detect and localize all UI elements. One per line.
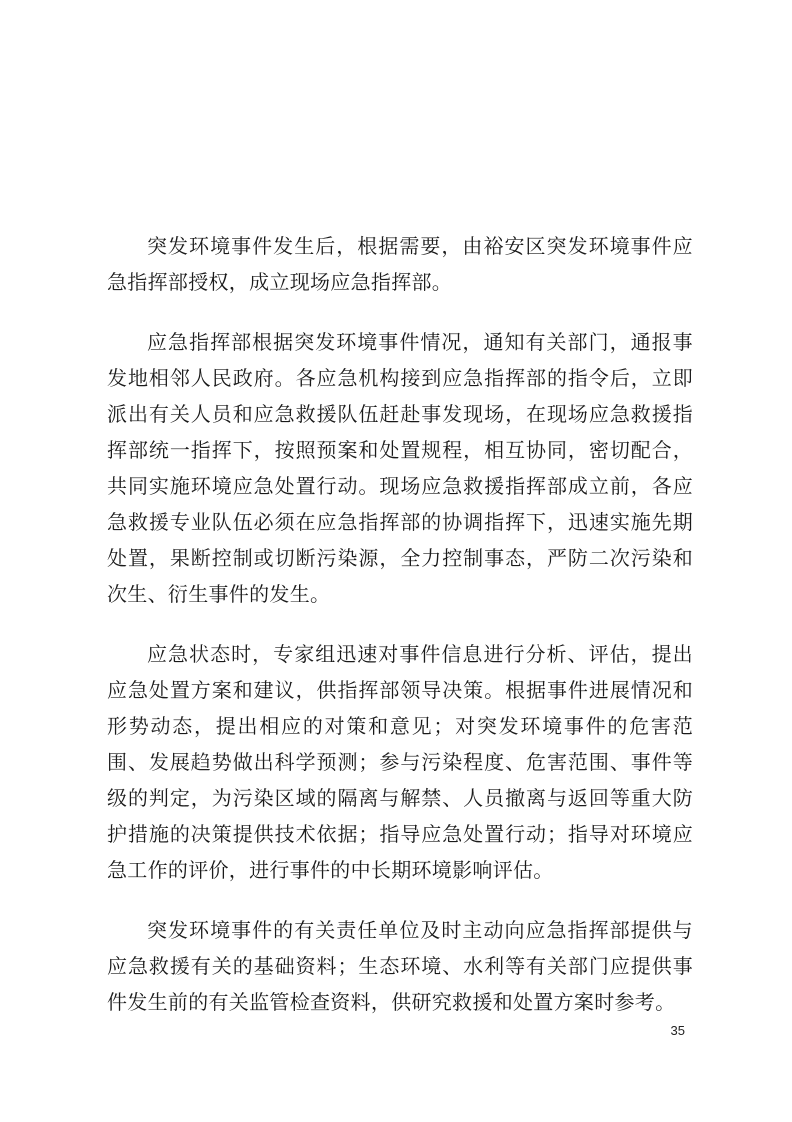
paragraph-2: 应急指挥部根据突发环境事件情况，通知有关部门，通报事发地相邻人民政府。各应急机构接到应急指挥部的指令后，立即派出有关人员和应急救援队伍赶赴事发现场，在现场应急救援指挥部统一指挥下，按照预案和处置规程，相互协同，密切配合，共同实施环境应急处置行动。现场应急救援指挥部成立前，各应急救援专业队伍必须在应急指挥部的协调指挥下，迅速实施先期处置，果断控制或切断污染源，全力控制事态，严防二次污染和次生、衍生事件的发生。: [107, 330, 693, 606]
paragraph-1: 突发环境事件发生后，根据需要，由裕安区突发环境事件应急指挥部授权，成立现场应急指挥部。: [107, 234, 693, 294]
body-text: [107, 228, 693, 1044]
paragraph-3: 应急状态时，专家组迅速对事件信息进行分析、评估，提出应急处置方案和建议，供指挥部领导决策。根据事件进展情况和形势动态，提出相应的对策和意见；对突发环境事件的危害范围、发展趋势做出科学预测；参与污染程度、危害范围、事件等级的判定，为污染区域的隔离与解禁、人员撤离与返回等重大防护措施的决策提供技术依据；指导应急处置行动；指导对环境应急工作的评价，进行事件的中长期环境影响评估。: [107, 642, 693, 882]
paragraph-4: 突发环境事件的有关责任单位及时主动向应急指挥部提供与应急救援有关的基础资料；生态环境、水利等有关部门应提供事件发生前的有关监管检查资料，供研究救援和处置方案时参考。: [107, 918, 693, 1014]
page-number: 35: [670, 1023, 685, 1038]
